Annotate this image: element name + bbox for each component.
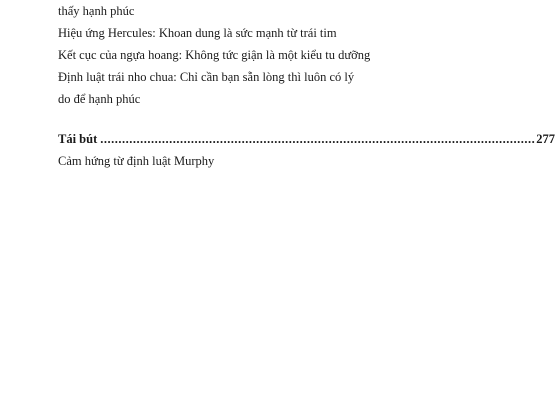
section-title: Tái bút — [58, 132, 98, 146]
toc-entry-continued: thấy hạnh phúc — [58, 4, 135, 18]
toc-entry-hercules[interactable]: Hiệu ứng Hercules: Khoan dung là sức mạnh từ trái tim — [58, 26, 337, 40]
section-subtitle[interactable]: Cảm hứng từ định luật Murphy — [58, 154, 215, 168]
table-of-contents — [58, 0, 555, 172]
dot-leader: ........................................................................................................................ — [100, 132, 536, 146]
section-page-number: 277 — [536, 132, 555, 146]
toc-section-postscript[interactable] — [58, 128, 555, 150]
toc-entry-sour-grapes[interactable]: Định luật trái nho chua: Chỉ cần bạn sẵn lòng thì luôn có lý do để hạnh phúc — [58, 70, 355, 106]
toc-entry-wild-horse[interactable]: Kết cục của ngựa hoang: Không tức giận là một kiểu tu dưỡng — [58, 48, 371, 62]
